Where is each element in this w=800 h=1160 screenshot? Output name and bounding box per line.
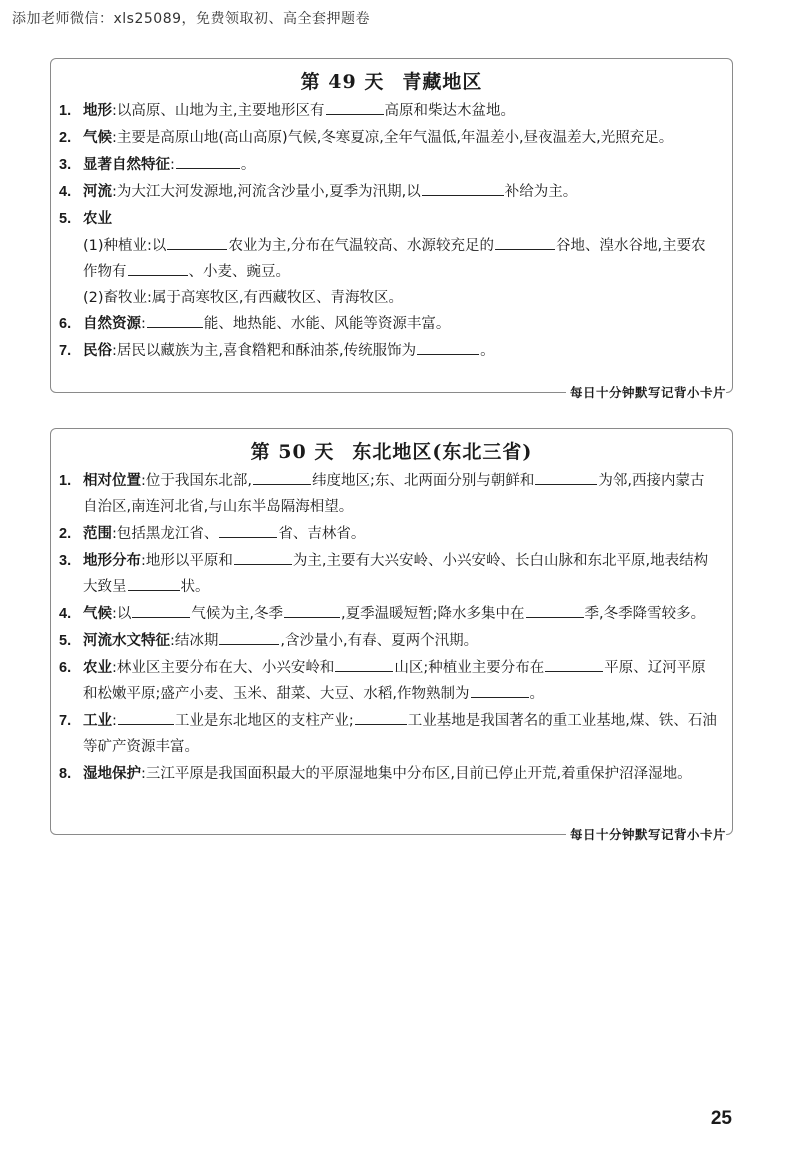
- region-title: 东北地区(东北三省): [352, 441, 533, 463]
- item-keyword: 气候: [83, 606, 112, 622]
- item-number: 3.: [59, 553, 72, 569]
- fill-blank[interactable]: [545, 657, 603, 672]
- item-text: 补给为主。: [504, 184, 578, 200]
- agri-husbandry: (2)畜牧业:属于高寒牧区,有西藏牧区、青海牧区。: [83, 290, 404, 306]
- list-item: [59, 179, 718, 205]
- item-number: 7.: [59, 713, 72, 729]
- watermark-text: 添加老师微信：xls25089，免费领取初、高全套押题卷: [12, 11, 371, 27]
- fill-blank[interactable]: [284, 603, 340, 618]
- item-text: :以: [112, 606, 132, 622]
- item-keyword: 地形分布: [83, 553, 141, 569]
- fill-blank[interactable]: [219, 630, 279, 645]
- item-number: 7.: [59, 343, 72, 359]
- item-keyword: 工业: [83, 713, 112, 729]
- item-text: ,夏季温暖短暂;降水多集中在: [341, 606, 525, 622]
- fill-blank[interactable]: [128, 261, 188, 276]
- item-text: :三江平原是我国面积最大的平原湿地集中分布区,目前已停止开荒,着重保护沼泽湿地。: [141, 766, 692, 782]
- footer-label: 每日十分钟默写记背小卡片: [566, 825, 726, 843]
- fill-blank[interactable]: [176, 154, 240, 169]
- item-number: 4.: [59, 606, 72, 622]
- fill-blank[interactable]: [128, 576, 180, 591]
- list-item: [59, 125, 718, 151]
- item-number: 4.: [59, 184, 72, 200]
- list-item: [59, 468, 718, 520]
- card-day-50: [50, 428, 733, 835]
- item-text: 农业为主,分布在气温较高、水源较充足的: [228, 238, 495, 254]
- fill-blank[interactable]: [234, 550, 292, 565]
- card-title: [51, 67, 732, 94]
- item-number: 8.: [59, 766, 72, 782]
- item-keyword: 气候: [83, 130, 112, 146]
- list-item: [59, 655, 718, 707]
- item-text: :地形以平原和: [141, 553, 233, 569]
- item-text: 能、地热能、水能、风能等资源丰富。: [203, 316, 451, 332]
- item-text: ,含沙量小,有春、夏两个汛期。: [280, 633, 479, 649]
- list-item: [59, 98, 718, 124]
- list-item: [59, 152, 718, 178]
- day-label: 第 49 天: [300, 71, 385, 93]
- item-keyword: 地形: [83, 103, 112, 119]
- item-keyword: 自然资源: [83, 316, 141, 332]
- list-item: [59, 311, 718, 337]
- list-item: [59, 206, 718, 232]
- fill-blank[interactable]: [167, 235, 227, 250]
- item-text: 。: [240, 157, 256, 173]
- fill-blank[interactable]: [535, 470, 597, 485]
- item-number: 2.: [59, 526, 72, 542]
- item-keyword: 相对位置: [83, 473, 141, 489]
- item-text: 山区;种植业主要分布在: [394, 660, 545, 676]
- item-text: 为邻,西接内蒙古自治区,南连河北省,与山东半岛隔海相望。: [83, 473, 705, 515]
- item-number: 2.: [59, 130, 72, 146]
- fill-blank[interactable]: [422, 181, 504, 196]
- item-keyword: 范围: [83, 526, 112, 542]
- card-title: [51, 437, 732, 464]
- list-item: [59, 521, 718, 547]
- item-keyword: 湿地保护: [83, 766, 141, 782]
- item-number: 1.: [59, 473, 72, 489]
- item-keyword: 民俗: [83, 343, 112, 359]
- item-text: 工业基地是我国著名的重工业基地,煤、铁、石油等矿产资源丰富。: [83, 713, 717, 755]
- item-number: 3.: [59, 157, 72, 173]
- item-text: 谷地、湟水谷地,主要农作物有: [83, 238, 706, 280]
- item-text: 。: [480, 343, 495, 359]
- fill-blank[interactable]: [417, 340, 479, 355]
- footer-label: 每日十分钟默写记背小卡片: [566, 383, 726, 401]
- card-day-49: [50, 58, 733, 393]
- item-text: :: [112, 713, 117, 729]
- page-number: 25: [710, 1108, 732, 1129]
- item-keyword: 显著自然特征: [83, 157, 170, 173]
- fill-blank[interactable]: [355, 710, 407, 725]
- fill-blank[interactable]: [253, 470, 311, 485]
- item-text: :为大江大河发源地,河流含沙量小,夏季为汛期,以: [112, 184, 421, 200]
- item-number: 5.: [59, 633, 72, 649]
- fill-blank[interactable]: [147, 313, 203, 328]
- item-text: 平原、辽河平原和松嫩平原;盛产小麦、玉米、甜菜、大豆、水稻,作物熟制为: [83, 660, 706, 702]
- list-item: [59, 548, 718, 600]
- item-text: :位于我国东北部,: [141, 473, 252, 489]
- agri-planting: [59, 233, 718, 285]
- item-text: 高原和柴达木盆地。: [384, 103, 515, 119]
- item-text: :主要是高原山地(高山高原)气候,冬寒夏凉,全年气温低,年温差小,昼夜温差大,光照充足。: [112, 130, 674, 146]
- fill-blank[interactable]: [526, 603, 584, 618]
- item-text: 纬度地区;东、北两面分别与朝鲜和: [312, 473, 535, 489]
- item-number: 5.: [59, 211, 72, 227]
- item-keyword: 农业: [83, 660, 112, 676]
- fill-blank[interactable]: [219, 523, 277, 538]
- item-text: :包括黑龙江省、: [112, 526, 219, 542]
- item-text: :林业区主要分布在大、小兴安岭和: [112, 660, 335, 676]
- item-text: :: [141, 316, 146, 332]
- item-number: 6.: [59, 316, 72, 332]
- list-item: [59, 761, 718, 787]
- item-keyword: 河流: [83, 184, 112, 200]
- list-item: [59, 601, 718, 627]
- item-text: 。: [529, 686, 544, 702]
- item-text: 为主,主要有大兴安岭、小兴安岭、长白山脉和东北平原,地表结构大致呈: [83, 553, 709, 595]
- item-text: :以高原、山地为主,主要地形区有: [112, 103, 325, 119]
- fill-blank[interactable]: [326, 100, 384, 115]
- list-item: [59, 338, 718, 364]
- item-text: (1)种植业:以: [83, 238, 167, 254]
- fill-blank[interactable]: [118, 710, 174, 725]
- region-title: 青藏地区: [402, 71, 483, 93]
- item-text: :居民以藏族为主,喜食糌粑和酥油茶,传统服饰为: [112, 343, 417, 359]
- fill-blank[interactable]: [132, 603, 190, 618]
- item-number: 6.: [59, 660, 72, 676]
- item-text: 状。: [180, 579, 210, 595]
- fill-blank[interactable]: [471, 683, 529, 698]
- item-text: 、小麦、豌豆。: [188, 264, 290, 280]
- fill-blank[interactable]: [335, 657, 393, 672]
- item-keyword: 农业: [83, 211, 112, 227]
- list-item: [59, 708, 718, 760]
- item-text: :结冰期: [170, 633, 219, 649]
- item-text: :: [170, 157, 175, 173]
- fill-blank[interactable]: [495, 235, 555, 250]
- item-text: 省、吉林省。: [278, 526, 366, 542]
- item-text: 工业是东北地区的支柱产业;: [174, 713, 354, 729]
- list-item: [59, 628, 718, 654]
- item-keyword: 河流水文特征: [83, 633, 170, 649]
- item-text: 气候为主,冬季: [191, 606, 283, 622]
- item-text: 季,冬季降雪较多。: [584, 606, 706, 622]
- item-number: 1.: [59, 103, 72, 119]
- day-label: 第 50 天: [250, 441, 335, 463]
